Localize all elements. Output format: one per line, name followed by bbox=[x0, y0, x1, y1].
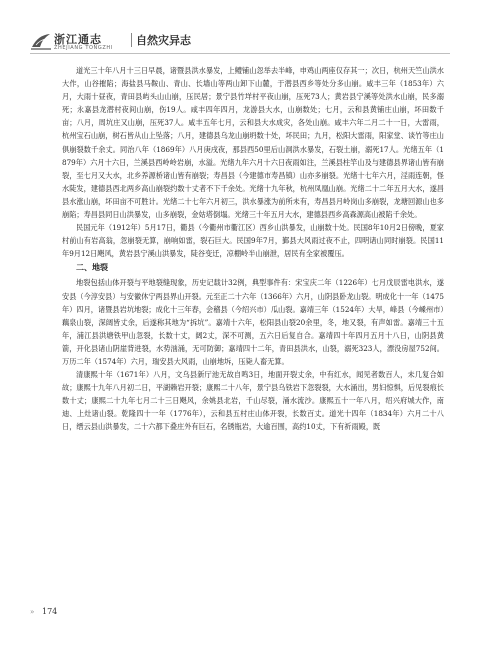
header-separator bbox=[131, 33, 132, 47]
paragraph-republic-landslides: 民国元年（1912年）5月17日，衢县（今衢州市衢江区）西乡山洪暴发，山崩数十处。民国8年10月2日傍晚，夏家村前山有岩高翁，忽崩裂无算，崩响如雷，裂石巨大。民国9年7月，鄞县大风雨过夜不止，四明诸山同时崩裂。民国11年9月12日飓风，黄岩县宁溪山洪暴发，陡谷变迁，凉棚岭半山崩泄，居民有全家被覆压。 bbox=[62, 223, 444, 259]
paragraph-qing-fissures: 清康熙十年（1671年）八月，文乌县新厅池无故自鸣3日，地面开裂丈余，中有红水，闻见者数百人，未几复合如故；康熙十九年八月初二日，平湖赖岩开裂；康熙二十八年，景宁县乌铁岩下忽裂裂，大水涌出，男妇惊惧，后见裂痕长数十丈；康熙二十九年七月二十三日飓风，余姚县北岩，千山尽裂，涌水流沙。康熙五十一年八月，绍兴府城大作，南迪、上灶诸山裂。乾隆四十一年（1776年），云和县五村庄山体开裂，长数百丈。道光十四年（1834年）六月二十八日，缙云县山洪暴发，二十六都下叠庄外有巨石，名锈瓶岩，大逾百围，高约10丈，下有祈雨殿，既 bbox=[62, 370, 444, 432]
book-title: 自然灾异志 bbox=[136, 34, 191, 47]
section-title-ground-fissures: 二、地裂 bbox=[76, 263, 108, 273]
page-body bbox=[62, 64, 444, 434]
page-header bbox=[30, 31, 450, 57]
logo-icon bbox=[30, 31, 52, 51]
paragraph-ground-fissures-overview: 地裂包括山体开裂与平地裂缝现象，历史记载计32例，典型事件有：宋宝庆二年（1226年）七月戊辰雷电洪水，遂安县（今淳安县）与安徽休宁两县界山开裂。元至正二十六年（1366年）六月，山阴县卧龙山裂。明成化十一年（1475年）四月，诸暨县岩坑地裂；成化十三年春，会稽县（今绍兴市）瓜山裂。嘉靖三年（1524年）大旱，峰县（今嵊州市）藕泉山裂，深阔皆丈余，后遂称其地为“拆坑”。嘉靖十六年，松阳县山裂20余里，冬，地又裂，有声如雷。嘉靖三十五年，浦江县洪塘铁甲山忽裂，长数十丈，阔2丈，深不可测，五六日后复自合。嘉靖四十年四月五月十八日，山阴县黄箭，开化县诸山阴崖背进裂，水势汹涌，无可防御；嘉靖四十二年，青田县洪水，山裂，溺死323人，漂没房屋752间。万历二年（1574年）六月，瑞安县大风雨，山崩地坼，压毙人畜无算。 bbox=[62, 278, 444, 366]
header-rule bbox=[30, 53, 450, 54]
logo-subtitle: ZHEJIANG TONGZHI bbox=[54, 45, 113, 51]
paragraph-qing-landslides: 道光三十年八月十三日早晨，诸暨县洪水暴发，上鳢铺山忽举去半峰，申鸡山两座仅存其一；次日，杭州天竺山洪水大作，山谷摧陷；海盐县马鞍山、青山、长墙山等两山卸下山麓，于潜县西乡等处分多山崩。咸丰三年（1853年）六月，大雨十昼夜，青田县屿头山山崩，压民居；景宁县竹垟村平夜山崩，压死73人；黄岩县宁溪等处洪水山崩，民多溺死；永嘉县龙潜村夜间山崩，伤19人。咸丰四年四月，龙游县大水，山崩数处；七月，云和县黄铺庄山崩，坏田数千亩；八月，周坑庄又山崩，压死37人。咸丰五年七月，云和县大水成灾，各处山崩。咸丰六年二月二十一日，大雷雨，杭州宝石山崩，树石皆从山上坠落；八月，建德县乌龙山崩坍数十处，坏民田；九月，松阳大雷雨，阳家堂、谈竹等庄山俱崩裂数千余丈。同治八年（1869年）八月庚戌夜，那县西50里后山洞洪水暴发，石裂土崩，溺死17人。光绪五年（1879年）六月十六日，兰溪县西岭岭岩崩，水溢。光绪九年六月十六日夜雨如注，兰溪县柱竿山及与建德县界诸山皆有崩裂，至七月又大水，北乡养源桥诸山皆有崩裂；寿昌县（今建德市寿昌镇）山亦多崩裂。光绪十七年六月，淫雨连朝，怪水陡发，建德县西北两乡高山崩裂约数十丈者不下千余处。光绪十九年秋，杭州凤凰山崩。光绪二十二年五月大水，遂昌县水涨山崩，坏田亩不可胜计。光绪二十七年六月初三，洪水暴涨为前所未有，寿昌县月岭岗山多崩裂，龙塘回源山也多崩陷；寿昌县同日山洪暴发，山多崩裂，金姑塔倒塌。光绪三十年五月大水，建德县西乡高森源高山被陷千余处。 bbox=[62, 66, 444, 220]
page-number: 174 bbox=[42, 607, 58, 616]
page-marker-icon: » bbox=[30, 608, 35, 616]
logo-name: 浙江通志 bbox=[54, 33, 102, 46]
page-footer bbox=[30, 607, 230, 621]
